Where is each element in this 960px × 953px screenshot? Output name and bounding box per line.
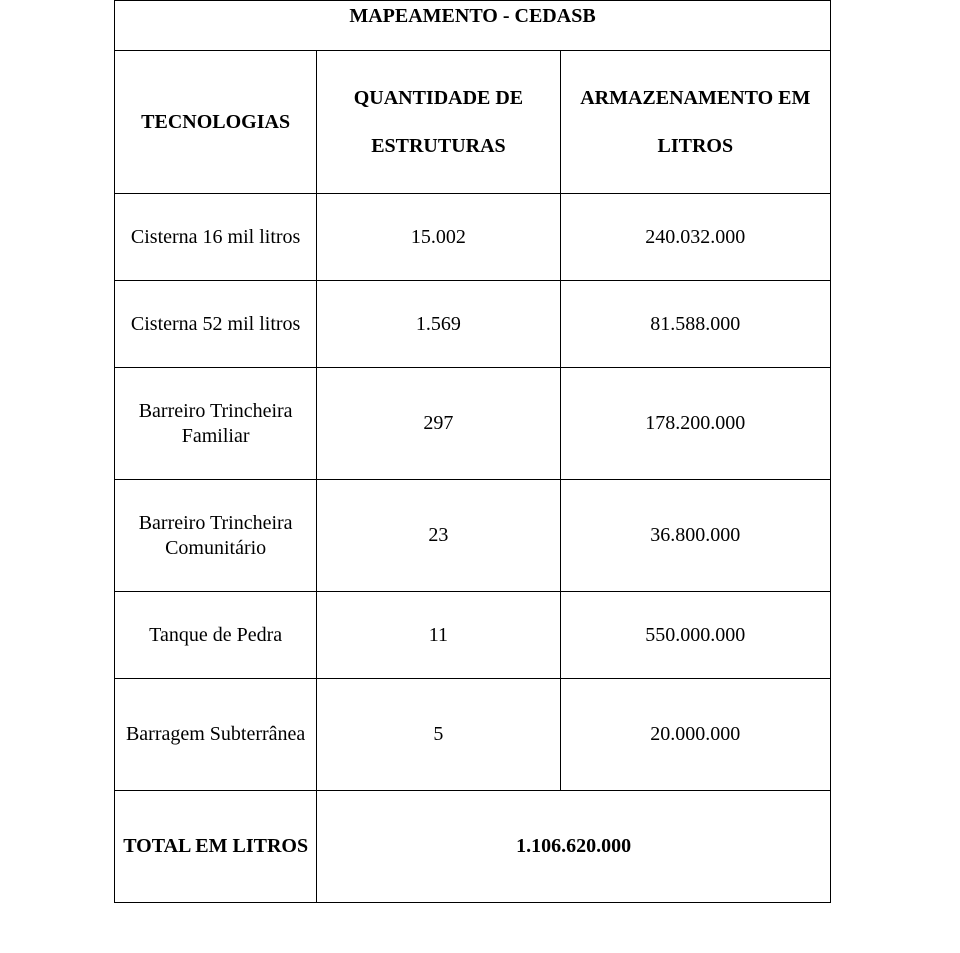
header-row [115, 51, 831, 194]
cell-armazenamento: 240.032.000 [560, 194, 830, 281]
cell-quantidade: 11 [317, 592, 560, 679]
cell-tecnologia: Barreiro Trincheira Comunitário [115, 480, 317, 592]
cell-quantidade: 23 [317, 480, 560, 592]
cell-tecnologia: Cisterna 52 mil litros [115, 281, 317, 368]
cell-quantidade: 297 [317, 368, 560, 480]
cell-armazenamento: 550.000.000 [560, 592, 830, 679]
cell-armazenamento: 81.588.000 [560, 281, 830, 368]
table-title [115, 1, 831, 51]
total-row [115, 791, 831, 903]
cell-armazenamento: 20.000.000 [560, 679, 830, 791]
cell-tecnologia: Cisterna 16 mil litros [115, 194, 317, 281]
cell-tecnologia: Tanque de Pedra [115, 592, 317, 679]
title-row [115, 1, 831, 51]
header-armazenamento: ARMAZENAMENTO EM LITROS [560, 51, 830, 194]
header-tecnologias: TECNOLOGIAS [115, 51, 317, 194]
cell-quantidade: 5 [317, 679, 560, 791]
cell-armazenamento: 178.200.000 [560, 368, 830, 480]
table-row [115, 679, 831, 791]
cell-armazenamento: 36.800.000 [560, 480, 830, 592]
table-title-text: MAPEAMENTO - CEDASB [349, 5, 596, 27]
cell-quantidade: 1.569 [317, 281, 560, 368]
cell-quantidade: 15.002 [317, 194, 560, 281]
table-row [115, 194, 831, 281]
header-quantidade: QUANTIDADE DE ESTRUTURAS [317, 51, 560, 194]
table-row [115, 368, 831, 480]
total-value: 1.106.620.000 [317, 791, 831, 903]
total-label: TOTAL EM LITROS [115, 791, 317, 903]
table-row [115, 592, 831, 679]
cell-tecnologia: Barragem Subterrânea [115, 679, 317, 791]
cell-tecnologia: Barreiro Trincheira Familiar [115, 368, 317, 480]
table-row [115, 480, 831, 592]
table-row [115, 281, 831, 368]
mapping-table [114, 0, 831, 903]
